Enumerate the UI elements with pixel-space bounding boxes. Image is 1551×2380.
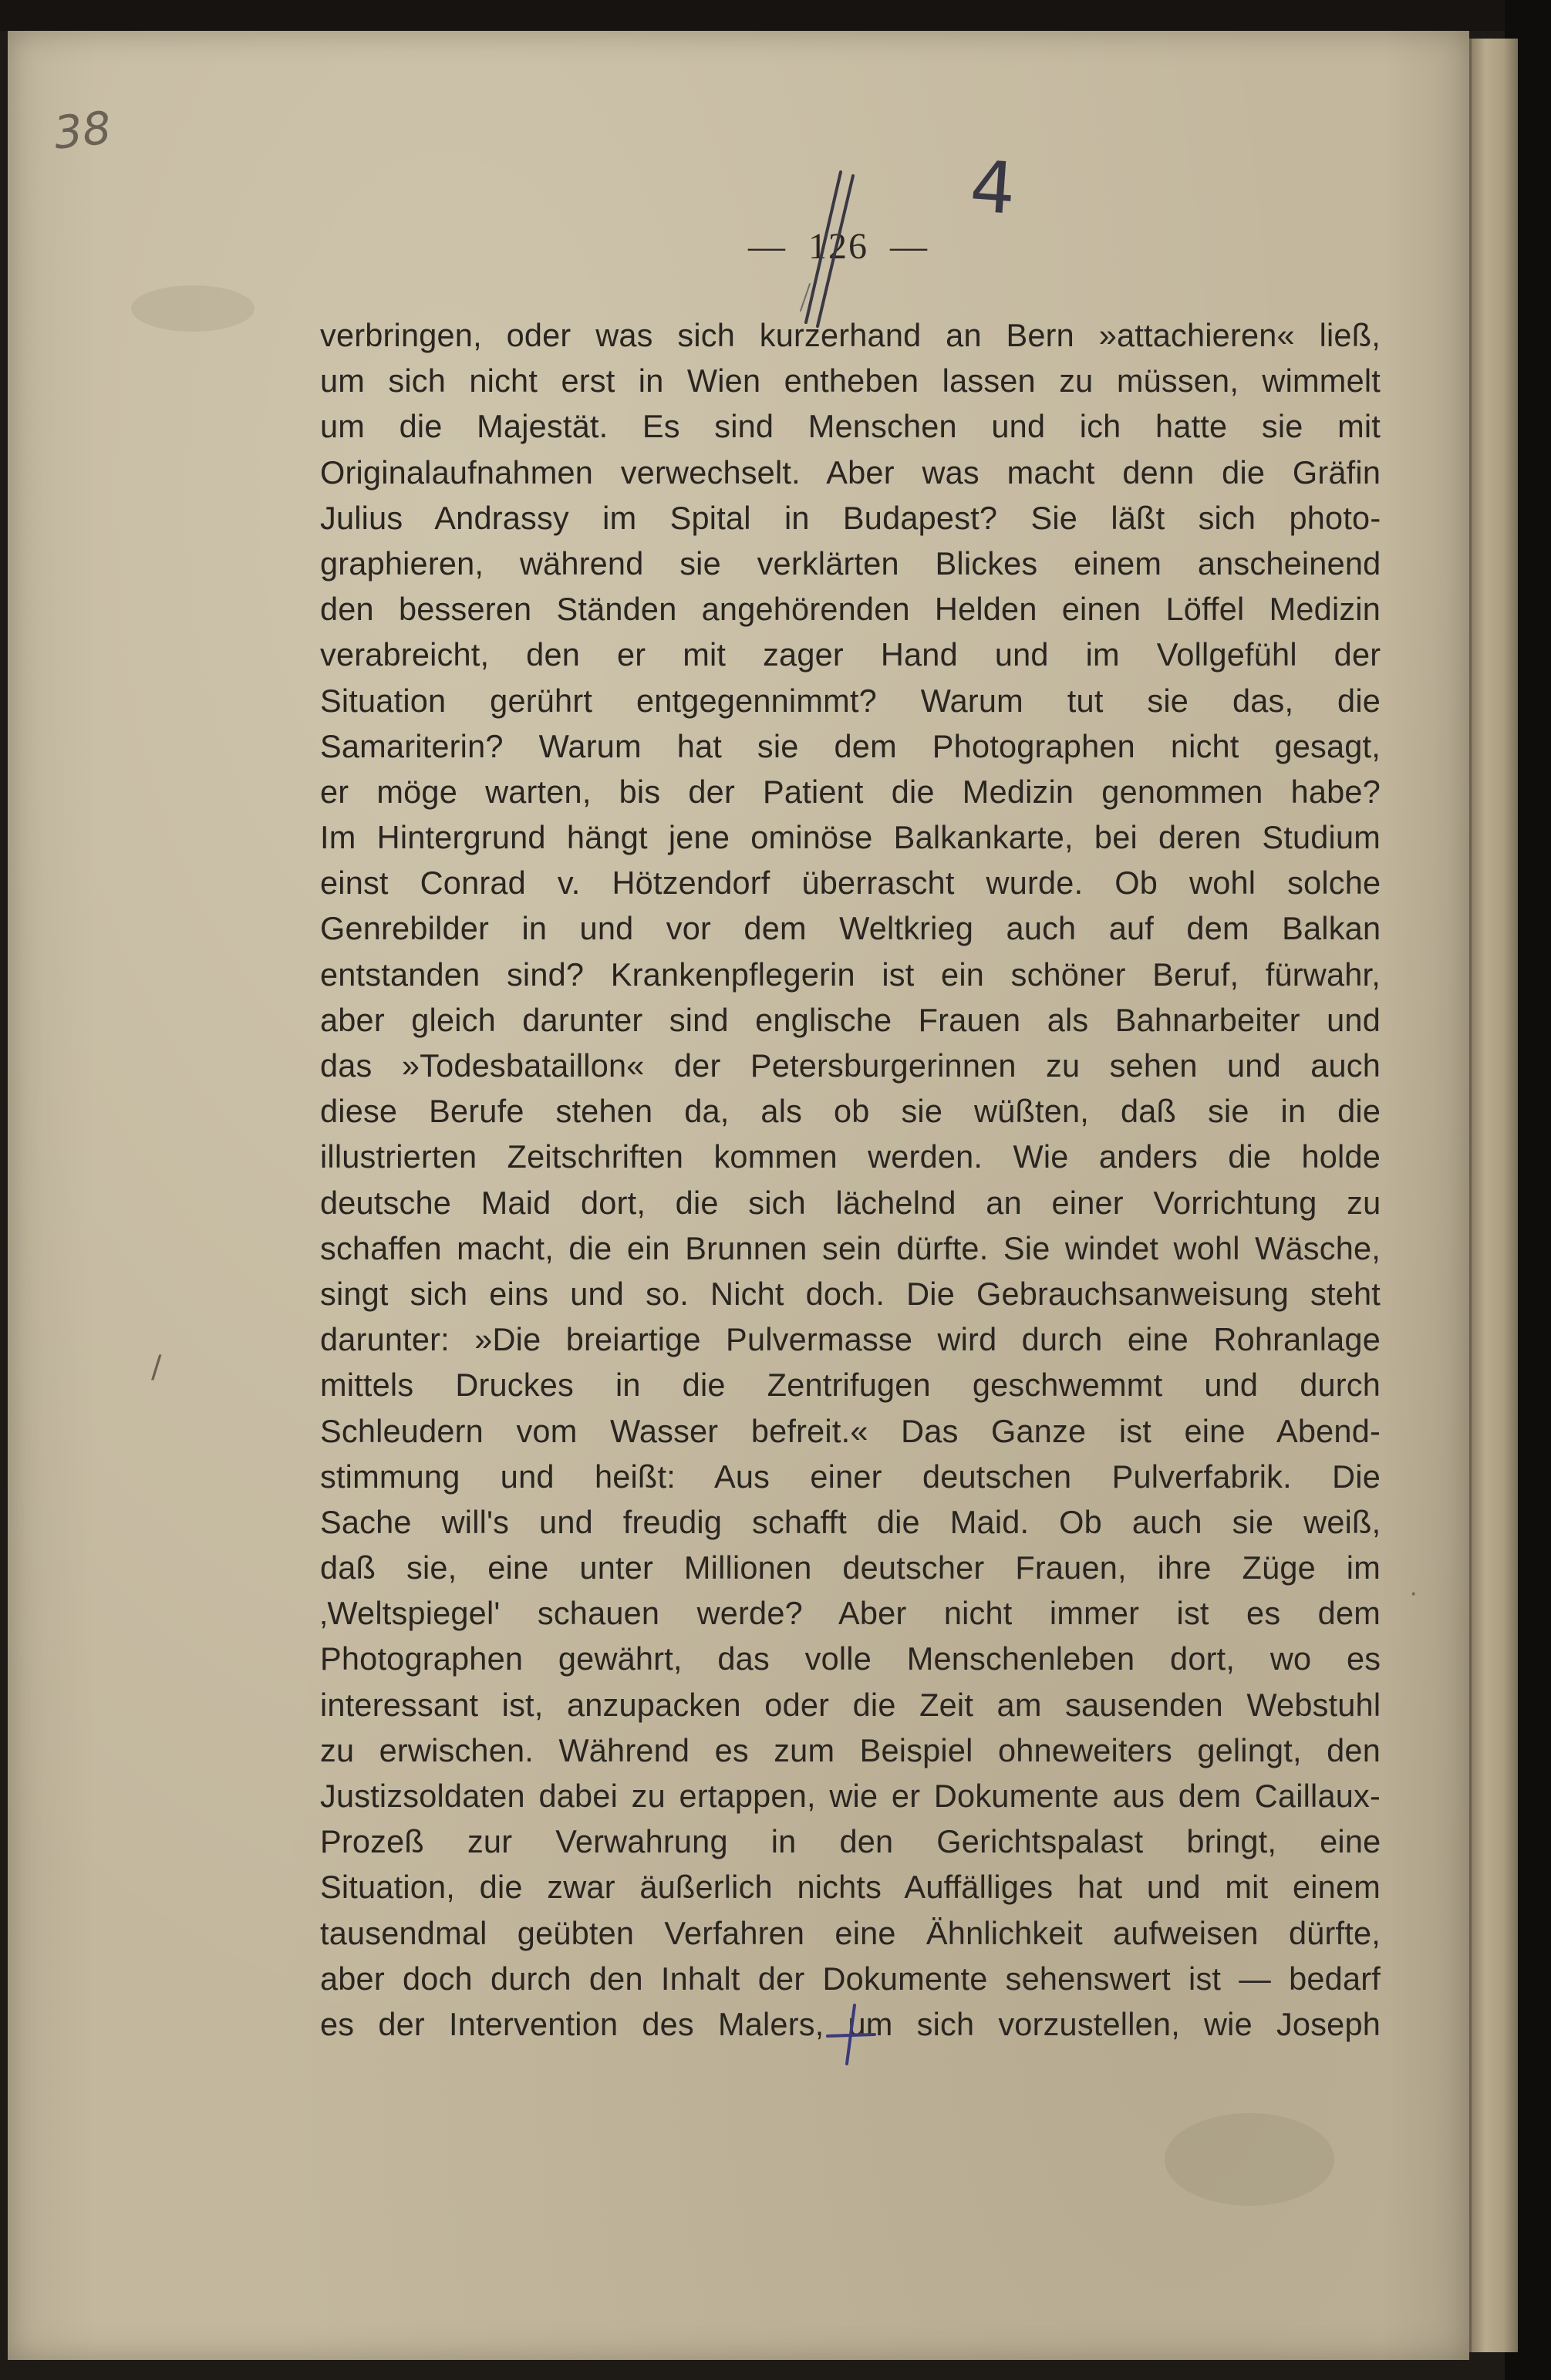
text-line: um die Majestät. Es sind Menschen und ich hatte sie mit: [320, 408, 1381, 445]
pencil-strike-mark: [787, 168, 856, 330]
text-line: interessant ist, anzupacken oder die Zeit am sausenden Webstuhl: [320, 1686, 1381, 1723]
text-line: deutsche Maid dort, die sich lächelnd an einer Vorrichtung zu: [320, 1184, 1381, 1221]
text-line: aber gleich darunter sind englische Frauen als Bahnarbeiter und: [320, 1001, 1381, 1038]
text-line: Samariterin? Warum hat sie dem Photographen nicht gesagt,: [320, 727, 1381, 764]
header-dash-right: —: [890, 226, 929, 267]
margin-tick-mark: /: [151, 1350, 162, 1385]
text-line: verbringen, oder was sich kurzerhand an Bern »attachieren« ließ,: [320, 317, 1381, 353]
text-line: verabreicht, den er mit zager Hand und im Vollgefühl der: [320, 636, 1381, 673]
handwritten-page-number: 4: [967, 145, 1019, 231]
text-line: ‚Weltspiegel' schauen werde? Aber nicht immer ist es dem: [320, 1595, 1381, 1632]
text-line: Schleudern vom Wasser befreit.« Das Ganze ist eine Abend-: [320, 1412, 1381, 1449]
text-line: diese Berufe stehen da, als ob sie wüßten, daß sie in die: [320, 1093, 1381, 1130]
text-line: Im Hintergrund hängt jene ominöse Balkankarte, bei deren Studium: [320, 819, 1381, 856]
body-text: [320, 312, 1381, 2047]
text-line: schaffen macht, die ein Brunnen sein dürfte. Sie windet wohl Wäsche,: [320, 1229, 1381, 1266]
adjacent-page-edge: [1469, 39, 1518, 2352]
text-line: Prozeß zur Verwahrung in den Gerichtspalast bringt, eine: [320, 1823, 1381, 1860]
text-line: stimmung und heißt: Aus einer deutschen Pulverfabrik. Die: [320, 1458, 1381, 1495]
text-line: daß sie, eine unter Millionen deutscher Frauen, ihre Züge im: [320, 1549, 1381, 1586]
text-line: zu erwischen. Während es zum Beispiel ohneweiters gelingt, den: [320, 1731, 1381, 1768]
text-line: es der Intervention des Malers, um sich vorzustellen, wie Joseph: [320, 2005, 1381, 2042]
text-line: darunter: »Die breiartige Pulvermasse wird durch eine Rohranlage: [320, 1321, 1381, 1358]
text-line: singt sich eins und so. Nicht doch. Die Gebrauchsanweisung steht: [320, 1275, 1381, 1312]
margin-dot-mark: ·: [1410, 1581, 1418, 1608]
text-line: Photographen gewährt, das volle Menschenleben dort, wo es: [320, 1640, 1381, 1677]
text-line: mittels Druckes in die Zentrifugen geschwemmt und durch: [320, 1367, 1381, 1404]
text-line: aber doch durch den Inhalt der Dokumente sehenswert ist — bedarf: [320, 1960, 1381, 1997]
text-line: Sache will's und freudig schafft die Maid. Ob auch sie weiß,: [320, 1503, 1381, 1540]
margin-annotation: 38: [51, 101, 114, 160]
text-line: Situation gerührt entgegennimmt? Warum tut sie das, die: [320, 682, 1381, 719]
text-line: um sich nicht erst in Wien entheben lassen zu müssen, wimmelt: [320, 362, 1381, 399]
paper-stain: [131, 285, 255, 332]
text-line: einst Conrad v. Hötzendorf überrascht wurde. Ob wohl solche: [320, 865, 1381, 902]
text-line: Situation, die zwar äußerlich nichts Auffälliges hat und mit einem: [320, 1869, 1381, 1906]
text-line: tausendmal geübten Verfahren eine Ähnlichkeit aufweisen dürfte,: [320, 1914, 1381, 1951]
header-dash-left: —: [748, 226, 787, 267]
pencil-insertion-mark: [824, 2004, 878, 2065]
text-line: das »Todesbataillon« der Petersburgerinnen zu sehen und auch: [320, 1047, 1381, 1084]
text-line: Originalaufnahmen verwechselt. Aber was macht denn die Gräfin: [320, 453, 1381, 490]
text-line: illustrierten Zeitschriften kommen werden. Wie anders die holde: [320, 1138, 1381, 1175]
text-line: den besseren Ständen angehörenden Helden einen Löffel Medizin: [320, 591, 1381, 628]
book-page: [8, 31, 1469, 2360]
text-line: Justizsoldaten dabei zu ertappen, wie er Dokumente aus dem Caillaux-: [320, 1778, 1381, 1814]
text-line: Genrebilder in und vor dem Weltkrieg auch auf dem Balkan: [320, 910, 1381, 947]
text-line: Julius Andrassy im Spital in Budapest? Sie läßt sich photo-: [320, 499, 1381, 536]
scan-background-top: [0, 0, 1551, 31]
text-line: graphieren, während sie verklärten Blickes einem anscheinend: [320, 544, 1381, 582]
text-line: er möge warten, bis der Patient die Medizin genommen habe?: [320, 773, 1381, 810]
text-line: entstanden sind? Krankenpflegerin ist ein schöner Beruf, fürwahr,: [320, 956, 1381, 993]
paper-stain: [1165, 2113, 1334, 2206]
page-number: 126: [808, 226, 868, 267]
